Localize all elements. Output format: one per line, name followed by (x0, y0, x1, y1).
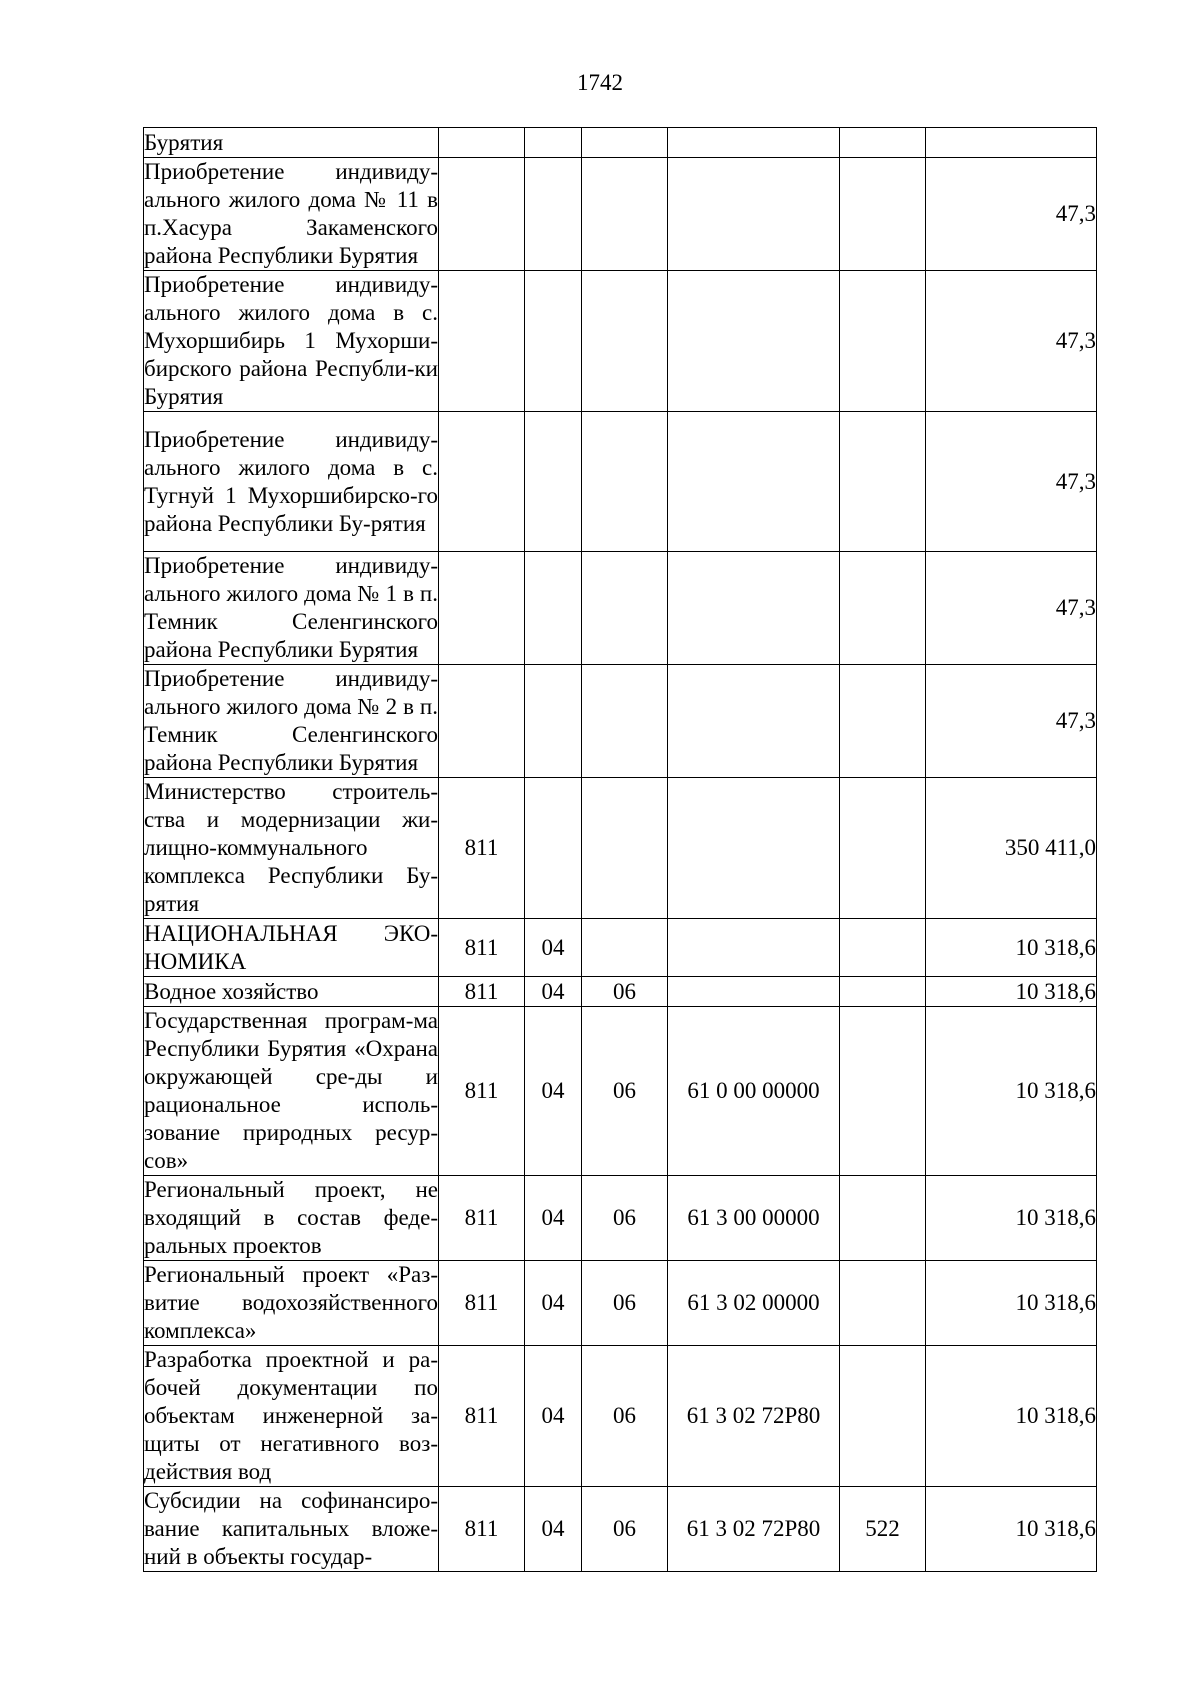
expense-type-code (840, 1346, 926, 1487)
item-name: Государственная програм-ма Республики Бурятия «Охрана окружающей сре-ды и рациональное исполь-зование природных ресур-сов» (144, 1007, 439, 1176)
grbs-code: 811 (439, 1176, 525, 1261)
amount: 10 318,6 (926, 919, 1097, 977)
target-article-code (668, 412, 840, 552)
item-name: НАЦИОНАЛЬНАЯ ЭКО-НОМИКА (144, 919, 439, 977)
expense-type-code (840, 158, 926, 271)
grbs-code: 811 (439, 1346, 525, 1487)
target-article-code (668, 271, 840, 412)
target-article-code: 61 0 00 00000 (668, 1007, 840, 1176)
target-article-code (668, 977, 840, 1007)
target-article-code: 61 3 02 72Р80 (668, 1487, 840, 1572)
expense-type-code (840, 778, 926, 919)
subsection-code: 06 (582, 1007, 668, 1176)
amount (926, 128, 1097, 158)
expense-type-code (840, 128, 926, 158)
subsection-code: 06 (582, 1176, 668, 1261)
table-row (144, 1261, 1097, 1346)
table-row (144, 1346, 1097, 1487)
table-row (144, 412, 1097, 552)
expense-type-code (840, 665, 926, 778)
table-row (144, 552, 1097, 665)
amount: 10 318,6 (926, 1007, 1097, 1176)
target-article-code (668, 778, 840, 919)
item-name: Водное хозяйство (144, 977, 439, 1007)
expense-type-code (840, 977, 926, 1007)
table-row (144, 1487, 1097, 1572)
target-article-code (668, 128, 840, 158)
table-row (144, 665, 1097, 778)
expense-type-code (840, 412, 926, 552)
section-code (525, 412, 582, 552)
section-code (525, 665, 582, 778)
table-row (144, 977, 1097, 1007)
table-row (144, 919, 1097, 977)
amount: 47,3 (926, 665, 1097, 778)
section-code: 04 (525, 1176, 582, 1261)
grbs-code (439, 158, 525, 271)
grbs-code: 811 (439, 1261, 525, 1346)
item-name: Министерство строитель-ства и модернизации жи-лищно-коммунального комплекса Республики Бу-рятия (144, 778, 439, 919)
subsection-code: 06 (582, 1487, 668, 1572)
item-name: Региональный проект «Раз-витие водохозяйственного комплекса» (144, 1261, 439, 1346)
expense-type-code (840, 271, 926, 412)
item-name: Разработка проектной и ра-бочей документации по объектам инженерной за-щиты от негативного воз-действия вод (144, 1346, 439, 1487)
grbs-code (439, 128, 525, 158)
target-article-code (668, 552, 840, 665)
grbs-code (439, 271, 525, 412)
target-article-code: 61 3 02 72Р80 (668, 1346, 840, 1487)
table-row (144, 1176, 1097, 1261)
item-name: Бурятия (144, 128, 439, 158)
grbs-code: 811 (439, 1007, 525, 1176)
subsection-code (582, 158, 668, 271)
subsection-code (582, 778, 668, 919)
subsection-code (582, 271, 668, 412)
table-row (144, 1007, 1097, 1176)
subsection-code: 06 (582, 1346, 668, 1487)
grbs-code: 811 (439, 778, 525, 919)
section-code (525, 158, 582, 271)
subsection-code (582, 552, 668, 665)
item-name: Приобретение индивиду-ального жилого дома в с. Тугнуй 1 Мухоршибирско-го района Республики Бу-рятия (144, 412, 439, 552)
grbs-code (439, 412, 525, 552)
item-name: Приобретение индивиду-ального жилого дома № 1 в п. Темник Селенгинского района Республики Бурятия (144, 552, 439, 665)
section-code: 04 (525, 977, 582, 1007)
table-row (144, 778, 1097, 919)
grbs-code (439, 552, 525, 665)
target-article-code (668, 158, 840, 271)
expense-type-code (840, 1176, 926, 1261)
table-row (144, 158, 1097, 271)
target-article-code (668, 665, 840, 778)
section-code: 04 (525, 1007, 582, 1176)
amount: 47,3 (926, 412, 1097, 552)
amount: 10 318,6 (926, 1346, 1097, 1487)
amount: 10 318,6 (926, 1487, 1097, 1572)
section-code: 04 (525, 1261, 582, 1346)
amount: 10 318,6 (926, 1261, 1097, 1346)
expense-type-code (840, 1261, 926, 1346)
item-name: Приобретение индивиду-ального жилого дома № 2 в п. Темник Селенгинского района Республики Бурятия (144, 665, 439, 778)
grbs-code: 811 (439, 919, 525, 977)
item-name: Субсидии на софинансиро-вание капитальных вложе-ний в объекты государ- (144, 1487, 439, 1572)
table-row (144, 128, 1097, 158)
expense-type-code (840, 1007, 926, 1176)
subsection-code (582, 665, 668, 778)
grbs-code: 811 (439, 977, 525, 1007)
amount: 47,3 (926, 158, 1097, 271)
item-name: Региональный проект, не входящий в состав феде-ральных проектов (144, 1176, 439, 1261)
section-code (525, 552, 582, 665)
subsection-code (582, 412, 668, 552)
amount: 10 318,6 (926, 1176, 1097, 1261)
expense-type-code (840, 552, 926, 665)
page-number: 1742 (577, 70, 623, 95)
amount: 10 318,6 (926, 977, 1097, 1007)
amount: 350 411,0 (926, 778, 1097, 919)
expense-type-code (840, 919, 926, 977)
item-name: Приобретение индивиду-ального жилого дома в с. Мухоршибирь 1 Мухорши-бирского района Республи-ки Бурятия (144, 271, 439, 412)
section-code (525, 778, 582, 919)
section-code (525, 128, 582, 158)
target-article-code: 61 3 00 00000 (668, 1176, 840, 1261)
budget-table (143, 127, 1097, 1572)
target-article-code (668, 919, 840, 977)
section-code (525, 271, 582, 412)
subsection-code (582, 919, 668, 977)
subsection-code: 06 (582, 1261, 668, 1346)
grbs-code (439, 665, 525, 778)
expense-type-code: 522 (840, 1487, 926, 1572)
target-article-code: 61 3 02 00000 (668, 1261, 840, 1346)
section-code: 04 (525, 1487, 582, 1572)
item-name: Приобретение индивиду-ального жилого дома № 11 в п.Хасура Закаменского района Республики Бурятия (144, 158, 439, 271)
subsection-code: 06 (582, 977, 668, 1007)
section-code: 04 (525, 1346, 582, 1487)
amount: 47,3 (926, 552, 1097, 665)
subsection-code (582, 128, 668, 158)
amount: 47,3 (926, 271, 1097, 412)
grbs-code: 811 (439, 1487, 525, 1572)
section-code: 04 (525, 919, 582, 977)
table-row (144, 271, 1097, 412)
